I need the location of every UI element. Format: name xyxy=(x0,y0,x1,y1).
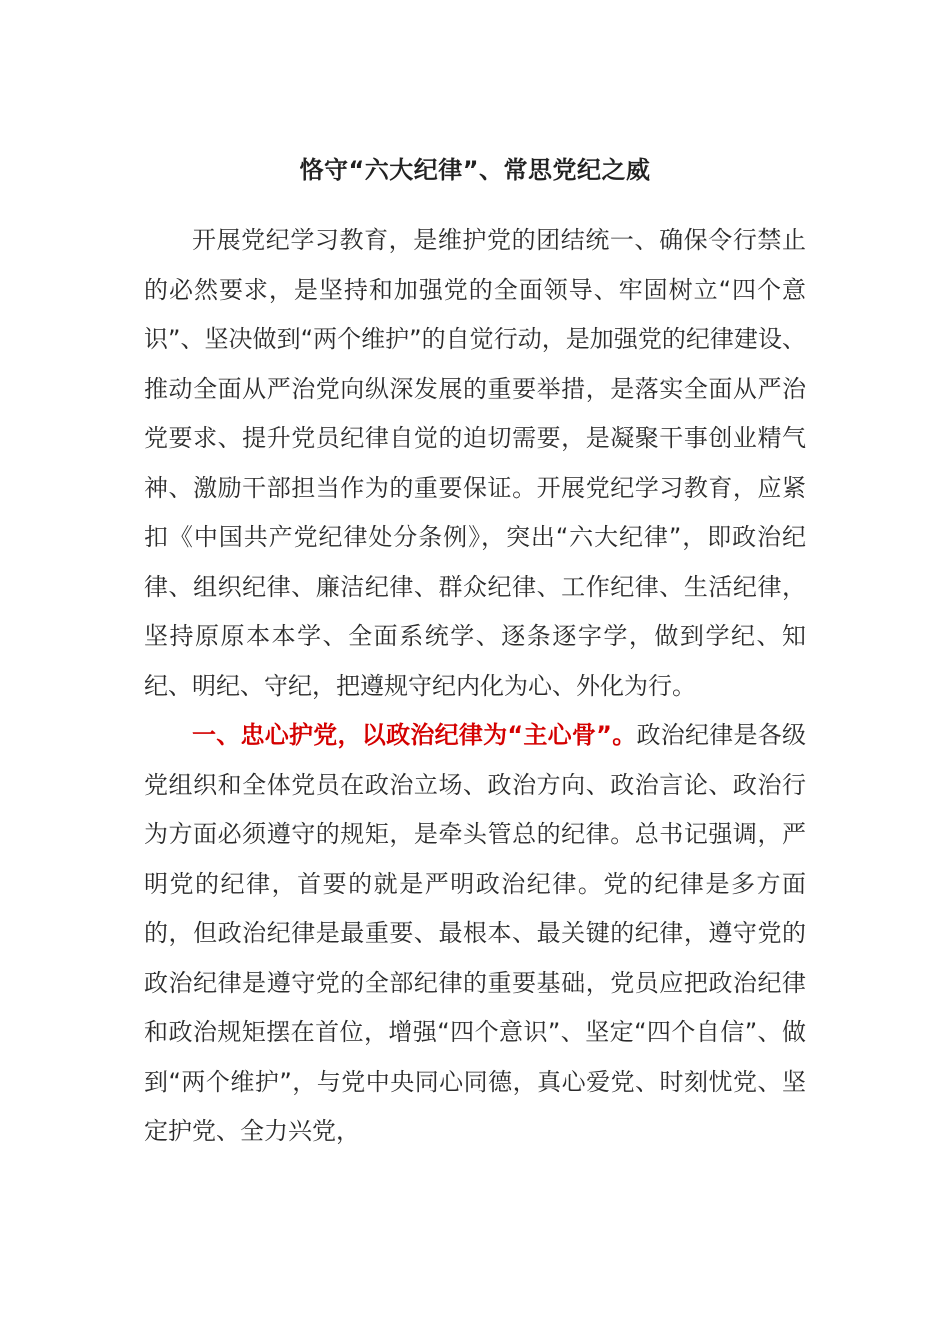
section-1-paragraph xyxy=(144,711,806,1157)
intro-paragraph: 开展党纪学习教育，是维护党的团结统一、确保令行禁止的必然要求，是坚持和加强党的全面领导、牢固树立“四个意识”、坚决做到“两个维护”的自觉行动，是加强党的纪律建设、推动全面从严治党向纵深发展的重要举措，是落实全面从严治党要求、提升党员纪律自觉的迫切需要，是凝聚干事创业精气神、激励干部担当作为的重要保证。开展党纪学习教育，应紧扣《中国共产党纪律处分条例》，突出“六大纪律”，即政治纪律、组织纪律、廉洁纪律、群众纪律、工作纪律、生活纪律，坚持原原本本学、全面系统学、逐条逐字学，做到学纪、知纪、明纪、守纪，把遵规守纪内化为心、外化为行。 xyxy=(144,226,806,700)
document-title: 恪守“六大纪律”、常思党纪之威 xyxy=(299,156,651,184)
section-1-body: 政治纪律是各级党组织和全体党员在政治立场、政治方向、政治言论、政治行为方面必须遵守的规矩，是牵头管总的纪律。总书记强调，严明党的纪律，首要的就是严明政治纪律。党的纪律是多方面的，但政治纪律是最重要、最根本、最关键的纪律，遵守党的政治纪律是遵守党的全部纪律的重要基础，党员应把政治纪律和政治规矩摆在首位，增强“四个意识”、坚定“四个自信”、做到“两个维护”，与党中央同心同德，真心爱党、时刻忧党、坚定护党、全力兴党， xyxy=(144,721,807,1145)
document-body xyxy=(144,216,806,1157)
section-1-heading: 一、忠心护党，以政治纪律为“主心骨”。 xyxy=(192,721,637,749)
